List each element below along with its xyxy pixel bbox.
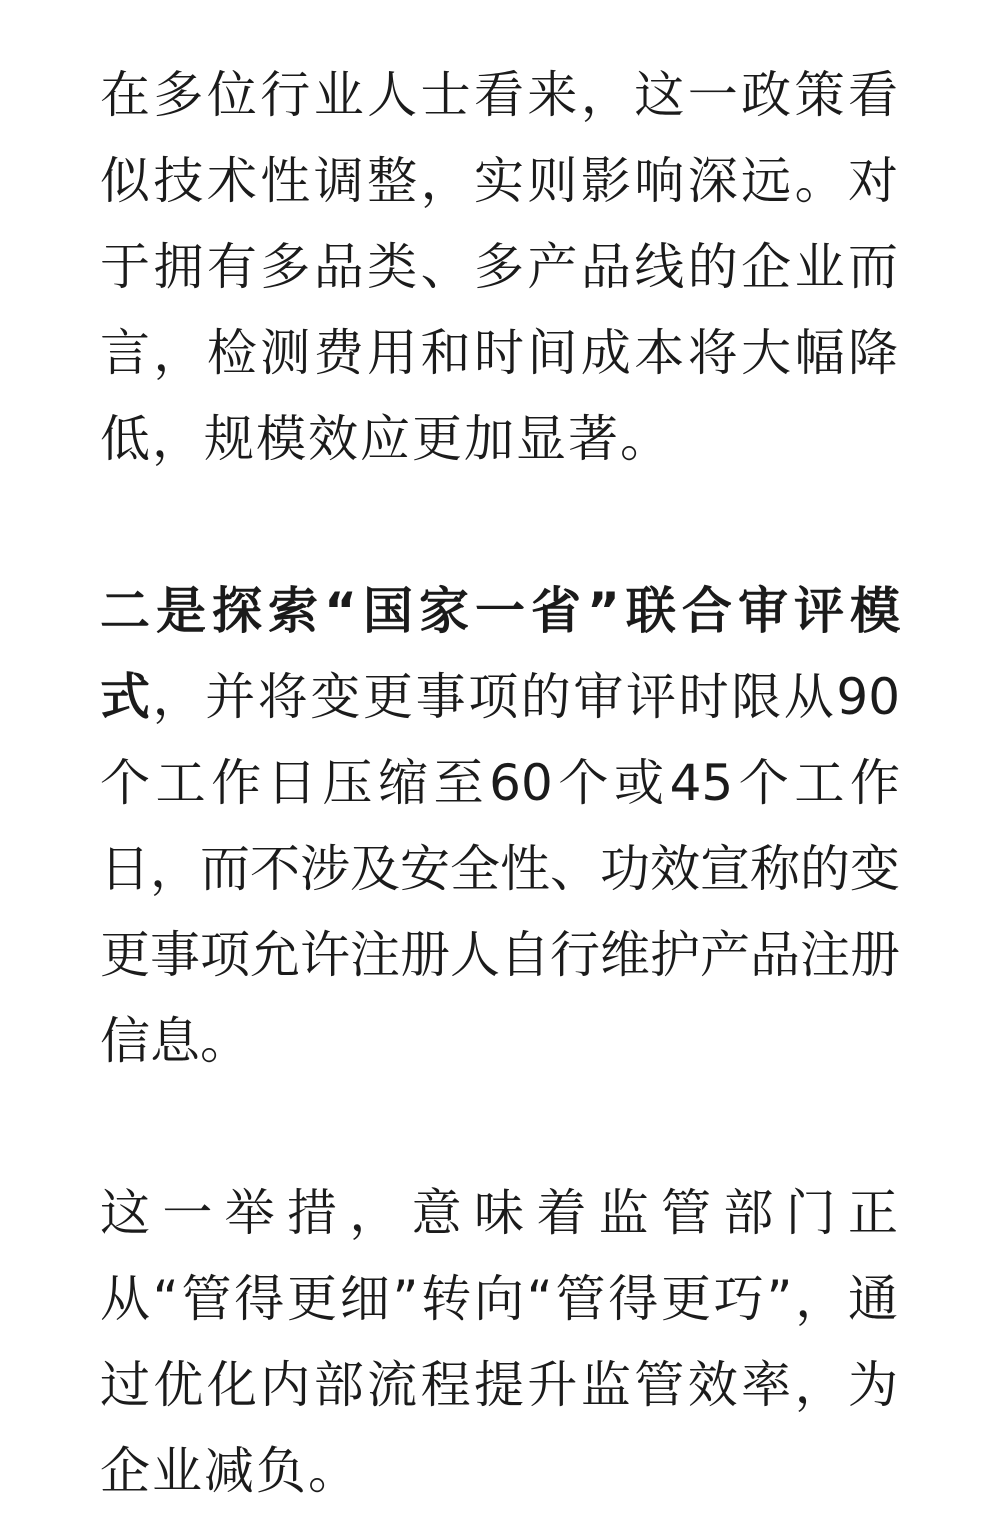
paragraph-joint-review bbox=[100, 568, 900, 1084]
paragraph-spacer bbox=[100, 1084, 900, 1170]
paragraph-text: 这一举措，意味着监管部门正从“管得更细”转向“管得更巧”，通过优化内部流程提升监管效率，为企业减负。 bbox=[100, 1184, 900, 1500]
paragraph-text: ，并将变更事项的审评时限从90个工作日压缩至60个或45个工作日，而不涉及安全性、功效宣称的变更事项允许注册人自行维护产品注册信息。 bbox=[100, 668, 901, 1070]
paragraph-text: 在多位行业人士看来，这一政策看似技术性调整，实则影响深远。对于拥有多品类、多产品线的企业而言，检测费用和时间成本将大幅降低，规模效应更加显著。 bbox=[100, 66, 900, 468]
paragraph-bold-lead: 二是探索“国家一省”联合审评模式 bbox=[100, 582, 900, 726]
paragraph-industry-view bbox=[100, 52, 900, 482]
paragraph-regulatory-shift bbox=[100, 1170, 900, 1514]
article-body bbox=[100, 52, 900, 1514]
paragraph-spacer bbox=[100, 482, 900, 568]
